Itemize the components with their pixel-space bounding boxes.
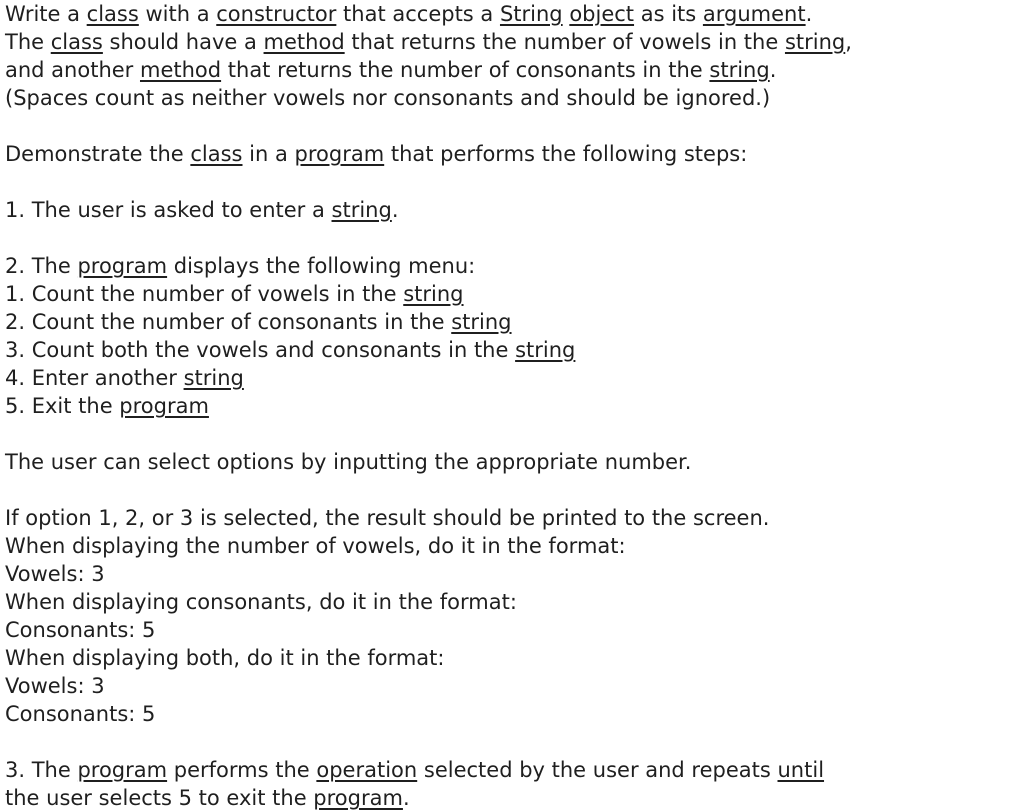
text-line [5, 700, 1020, 728]
text-segment: 4. Enter another [5, 366, 184, 390]
text-line [5, 56, 1020, 84]
text-segment: The user can select options by inputting the appropriate number. [5, 450, 692, 474]
text-segment: 3. The [5, 758, 78, 782]
glossary-link[interactable]: string [331, 198, 392, 222]
text-segment: When displaying the number of vowels, do it in the format: [5, 534, 626, 558]
text-segment: (Spaces count as neither vowels nor consonants and should be ignored.) [5, 86, 771, 110]
text-line [5, 784, 1020, 812]
text-segment: The [5, 30, 51, 54]
text-line [5, 84, 1020, 112]
glossary-link[interactable]: method [139, 58, 222, 82]
text-segment: that returns the number of vowels in the [344, 30, 785, 54]
text-segment: When displaying consonants, do it in the format: [5, 590, 517, 614]
text-segment: 1. Count the number of vowels in the [5, 282, 404, 306]
blank-line [5, 420, 1020, 448]
text-line [5, 448, 1020, 476]
glossary-link[interactable]: method [263, 30, 345, 54]
text-line [5, 588, 1020, 616]
glossary-link[interactable]: argument [702, 2, 806, 26]
text-segment: 2. Count the number of consonants in the [5, 310, 452, 334]
glossary-link[interactable]: until [777, 758, 825, 782]
text-segment: Demonstrate the [5, 142, 191, 166]
text-segment: as its [634, 2, 703, 26]
text-line [5, 140, 1020, 168]
text-segment: 2. The [5, 254, 78, 278]
text-segment: Vowels: 3 [5, 674, 105, 698]
blank-line [5, 224, 1020, 252]
glossary-link[interactable]: class [50, 30, 103, 54]
text-line [5, 196, 1020, 224]
text-line [5, 28, 1020, 56]
text-segment: Consonants: 5 [5, 702, 156, 726]
text-segment: 1. The user is asked to enter a [5, 198, 332, 222]
text-line [5, 308, 1020, 336]
glossary-link[interactable]: operation [316, 758, 418, 782]
text-line [5, 616, 1020, 644]
text-line [5, 280, 1020, 308]
glossary-link[interactable]: string [784, 30, 846, 54]
glossary-link[interactable]: string [183, 366, 244, 390]
text-segment: displays the following menu: [167, 254, 476, 278]
glossary-link[interactable]: string [451, 310, 512, 334]
glossary-link[interactable]: constructor [216, 2, 337, 26]
glossary-link[interactable]: program [119, 394, 209, 418]
glossary-link[interactable]: string [515, 338, 576, 362]
text-segment: . [391, 198, 399, 222]
blank-line [5, 476, 1020, 504]
text-segment: When displaying both, do it in the format: [5, 646, 445, 670]
document-body [5, 0, 1020, 812]
text-segment: Write a [5, 2, 87, 26]
text-segment: the user selects 5 to exit the [5, 786, 314, 810]
blank-line [5, 728, 1020, 756]
text-line [5, 252, 1020, 280]
text-line [5, 504, 1020, 532]
blank-line [5, 112, 1020, 140]
glossary-link[interactable]: string [403, 282, 464, 306]
text-line [5, 672, 1020, 700]
text-segment: Consonants: 5 [5, 618, 156, 642]
glossary-link[interactable]: object [569, 2, 635, 26]
text-segment: and another [5, 58, 140, 82]
text-segment: performs the [167, 758, 317, 782]
text-line [5, 364, 1020, 392]
text-segment: 3. Count both the vowels and consonants in the [5, 338, 516, 362]
text-segment: with a [138, 2, 217, 26]
text-segment: If option 1, 2, or 3 is selected, the result should be printed to the screen. [5, 506, 770, 530]
text-segment: that accepts a [336, 2, 500, 26]
text-segment: should have a [102, 30, 264, 54]
text-line [5, 392, 1020, 420]
glossary-link[interactable]: program [77, 758, 168, 782]
text-line [5, 756, 1020, 784]
text-line [5, 644, 1020, 672]
glossary-link[interactable]: program [294, 142, 385, 166]
text-segment: . [769, 58, 777, 82]
text-line [5, 560, 1020, 588]
glossary-link[interactable]: class [86, 2, 139, 26]
blank-line [5, 168, 1020, 196]
glossary-link[interactable]: program [313, 786, 403, 810]
glossary-link[interactable]: class [190, 142, 243, 166]
text-segment: selected by the user and repeats [417, 758, 778, 782]
glossary-link[interactable]: string [709, 58, 770, 82]
text-segment: in a [242, 142, 295, 166]
glossary-link[interactable]: program [77, 254, 168, 278]
text-segment: . [805, 2, 813, 26]
text-segment: that returns the number of consonants in the [221, 58, 710, 82]
text-line [5, 0, 1020, 28]
text-segment: , [845, 30, 852, 54]
text-segment: . [402, 786, 410, 810]
glossary-link[interactable]: String [499, 2, 563, 26]
text-segment: Vowels: 3 [5, 562, 105, 586]
text-segment: that performs the following steps: [384, 142, 748, 166]
text-line [5, 336, 1020, 364]
text-segment: 5. Exit the [5, 394, 120, 418]
text-line [5, 532, 1020, 560]
